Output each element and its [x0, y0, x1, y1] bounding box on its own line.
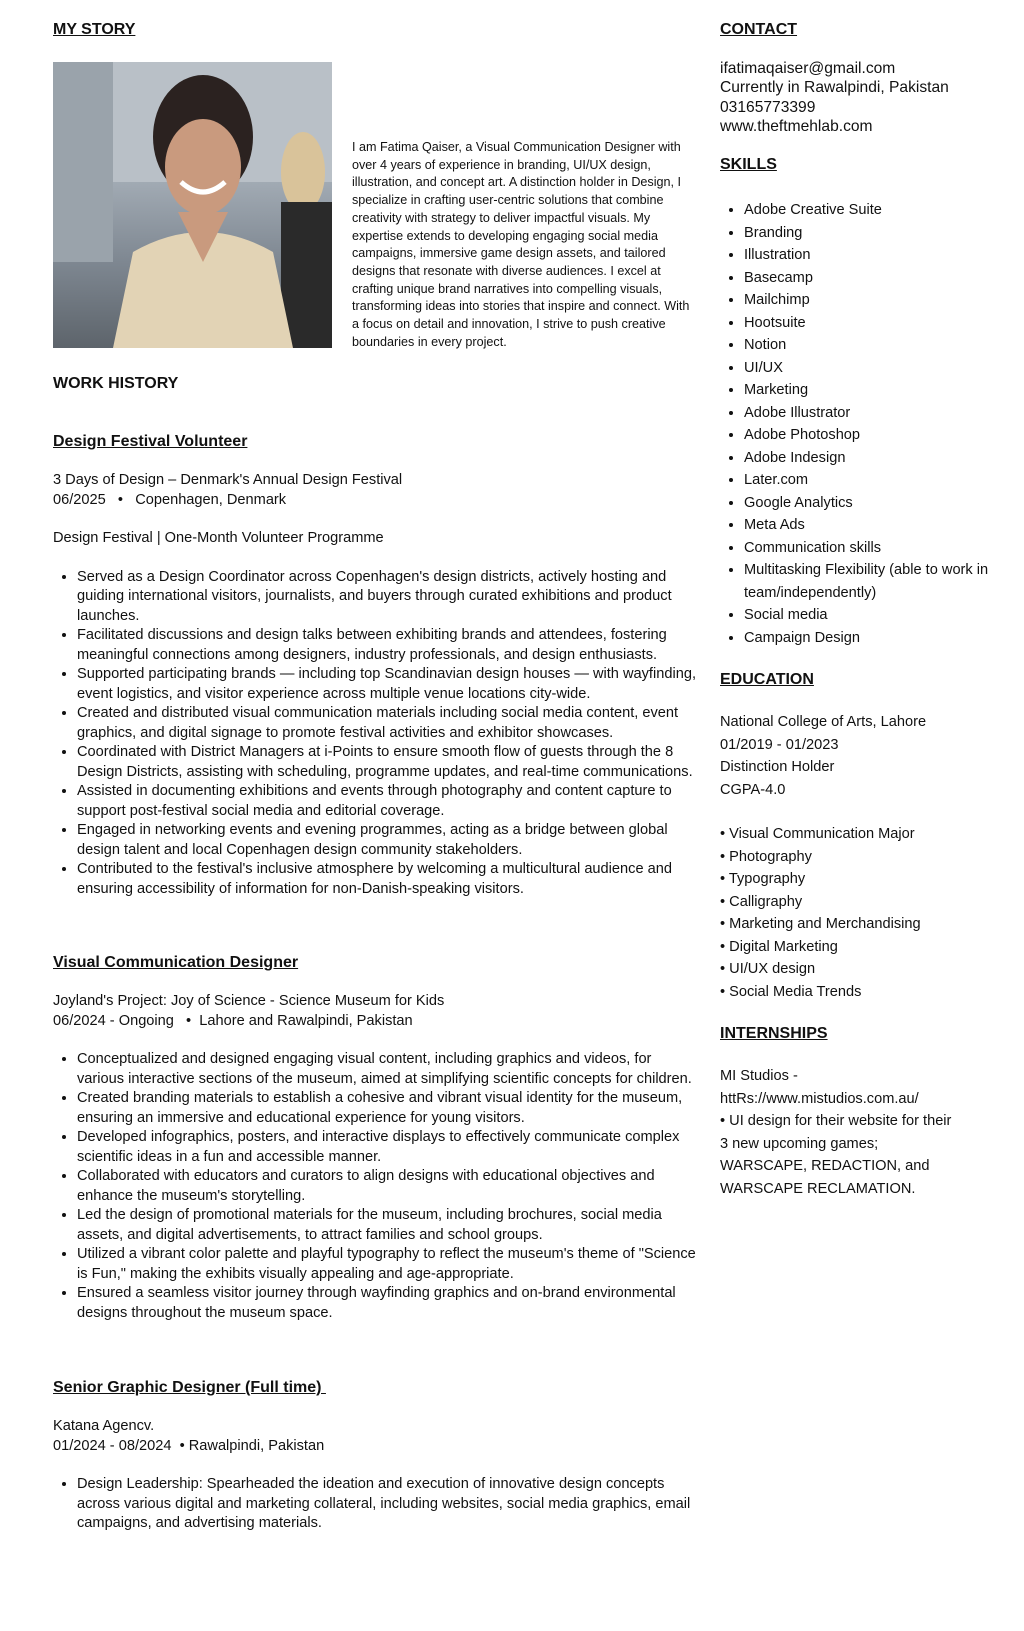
- skill-item: • Later.com: [744, 469, 989, 492]
- job-bullet: • Design Leadership: Spearheaded the ideation and execution of innovative design concepts across various digital and marketing collateral, including websites, social media graphics, email campaigns, and advertising materials.: [77, 1475, 698, 1534]
- job-bullet: • Ensured a seamless visitor journey through wayfinding graphics and on-brand environmental designs throughout the museum space.: [77, 1284, 698, 1323]
- job-title: Design Festival Volunteer: [53, 433, 248, 450]
- my-story-heading: MY STORY: [53, 21, 136, 38]
- job-date-location: 01/2024 - 08/2024 • Rawalpindi, Pakistan: [53, 1437, 325, 1454]
- job-bullet: • Contributed to the festival's inclusive atmosphere by welcoming a multicultural audience and ensuring accessibility of information for non-Danish-speaking visitors.: [77, 860, 698, 899]
- internship-url[interactable]: httRs://www.mistudios.com.au/: [720, 1090, 919, 1107]
- internship-description: • UI design for their website for their 3 new upcoming games; WARSCAPE, REDACTION, and WARSCAPE RECLAMATION.: [720, 1113, 952, 1197]
- education-course: • Digital Marketing: [720, 938, 838, 955]
- job-bullet: • Assisted in documenting exhibitions and events through photography and content capture to support post-festival social media and editorial coverage.: [77, 782, 698, 821]
- job-bullets: [53, 568, 698, 900]
- skill-item: • Illustration: [744, 244, 989, 267]
- job-entry: [53, 953, 698, 1323]
- skill-item: • Adobe Photoshop: [744, 424, 989, 447]
- job-company: Katana Agencv.: [53, 1418, 155, 1434]
- education-info: [720, 711, 1010, 1003]
- skill-item: • UI/UX: [744, 357, 989, 380]
- skill-item: • Multitasking Flexibility (able to work in team/independently): [744, 559, 989, 604]
- education-course: • Typography: [720, 871, 806, 887]
- education-course: • Photography: [720, 848, 812, 865]
- profile-photo: [53, 62, 332, 348]
- skill-item: • Adobe Creative Suite: [744, 199, 989, 222]
- skills-heading: SKILLS: [720, 156, 777, 173]
- education-course: • Marketing and Merchandising: [720, 916, 921, 932]
- contact-info: [720, 59, 1010, 137]
- job-bullet: • Supported participating brands — including top Scandinavian design houses — with wayfinding, event logistics, and visitor experience across multiple venue locations city-wide.: [77, 665, 698, 704]
- job-bullet: • Collaborated with educators and curators to align designs with educational objectives and enhance the museum's storytelling.: [77, 1167, 698, 1206]
- job-date-location: 06/2025 • Copenhagen, Denmark: [53, 491, 287, 508]
- job-bullets: [53, 1050, 698, 1323]
- job-bullet: • Facilitated discussions and design talks between exhibiting brands and attendees, fostering meaningful connections among designers, industry professionals, and design enthusiasts.: [77, 626, 698, 665]
- internship-company: MI Studios -: [720, 1068, 798, 1084]
- contact-location: Currently in Rawalpindi, Pakistan: [720, 79, 949, 97]
- skill-item: • Hootsuite: [744, 312, 989, 335]
- education-school: National College of Arts, Lahore: [720, 714, 927, 730]
- skill-item: • Basecamp: [744, 267, 989, 290]
- job-company: 3 Days of Design – Denmark's Annual Design Festival: [53, 472, 403, 488]
- internship-info: [720, 1065, 960, 1200]
- job-bullet: • Conceptualized and designed engaging visual content, including graphics and videos, for various interactive sections of the museum, aimed at simplifying scientific concepts for children.: [77, 1050, 698, 1089]
- skill-item: • Campaign Design: [744, 627, 989, 650]
- work-history-heading: WORK HISTORY: [53, 375, 179, 392]
- skill-item: • Adobe Illustrator: [744, 402, 989, 425]
- job-bullet: • Developed infographics, posters, and interactive displays to effectively communicate complex scientific ideas in a fun and accessible manner.: [77, 1128, 698, 1167]
- internships-heading: INTERNSHIPS: [720, 1025, 828, 1042]
- education-cgpa: CGPA-4.0: [720, 781, 786, 798]
- education-course: • Social Media Trends: [720, 983, 862, 1000]
- skill-item: • Mailchimp: [744, 289, 989, 312]
- job-entry: [53, 1378, 698, 1534]
- contact-heading: CONTACT: [720, 21, 798, 38]
- contact-email[interactable]: ifatimaqaiser@gmail.com: [720, 60, 896, 77]
- portrait-image: [53, 62, 332, 348]
- job-bullet: • Utilized a vibrant color palette and playful typography to reflect the museum's theme of "Science is Fun," making the exhibits visually appealing and age-appropriate.: [77, 1245, 698, 1284]
- job-bullet: • Led the design of promotional materials for the museum, including brochures, social media assets, and digital advertisements, to attract families and school groups.: [77, 1206, 698, 1245]
- contact-website[interactable]: www.theftmehlab.com: [720, 118, 873, 136]
- education-dates: 01/2019 - 01/2023: [720, 736, 839, 753]
- job-bullet: • Coordinated with District Managers at i-Points to ensure smooth flow of guests through the 8 Design Districts, assisting with scheduling, programme updates, and real-time communications.: [77, 743, 698, 782]
- job-title: Visual Communication Designer: [53, 954, 299, 971]
- job-entry: [53, 432, 698, 899]
- job-bullet: • Served as a Design Coordinator across Copenhagen's design districts, actively hosting and guiding international visitors, journalists, and buyers through curated exhibitions and product launches.: [77, 568, 698, 627]
- contact-phone[interactable]: 03165773399: [720, 98, 816, 116]
- job-bullet: • Created branding materials to establish a cohesive and vibrant visual identity for the museum, ensuring an immersive and educational experience for young visitors.: [77, 1089, 698, 1128]
- skill-item: • Meta Ads: [744, 514, 989, 537]
- skills-list: [720, 199, 989, 649]
- skill-item: • Marketing: [744, 379, 989, 402]
- job-subtitle: Design Festival | One-Month Volunteer Programme: [53, 530, 384, 546]
- job-bullet: • Engaged in networking events and evening programmes, acting as a bridge between global design talent and local Copenhagen design community stakeholders.: [77, 821, 698, 860]
- job-bullets: [53, 1475, 698, 1534]
- education-heading: EDUCATION: [720, 671, 814, 688]
- skill-item: • Google Analytics: [744, 492, 989, 515]
- intro-paragraph: I am Fatima Qaiser, a Visual Communication Designer with over 4 years of experience in branding, UI/UX design, illustration, and concept art. A distinction holder in Design, I specialize in crafting user-centric solutions that combine creativity with strategy to deliver impactful visuals. My expertise extends to developing engaging social media campaigns, immersive game design assets, and tailored designs that resonate with diverse audiences. I excel at crafting unique brand narratives into compelling visuals, transforming ideas into stories that inspire and connect. With a focus on detail and innovation, I strive to push creative boundaries in every project.: [352, 140, 690, 349]
- education-honor: Distinction Holder: [720, 759, 835, 775]
- skill-item: • Adobe Indesign: [744, 447, 989, 470]
- education-course: • UI/UX design: [720, 961, 816, 977]
- skill-item: • Branding: [744, 222, 989, 245]
- job-title: Senior Graphic Designer (Full time): [53, 1379, 326, 1396]
- skill-item: • Communication skills: [744, 537, 989, 560]
- job-bullet: • Created and distributed visual communication materials including social media content, event graphics, and digital signage to promote festival activities and exhibitor showcases.: [77, 704, 698, 743]
- job-date-location: 06/2024 - Ongoing • Lahore and Rawalpindi, Pakistan: [53, 1012, 413, 1029]
- education-course: • Calligraphy: [720, 893, 803, 910]
- job-company: Joyland's Project: Joy of Science - Science Museum for Kids: [53, 993, 445, 1009]
- skill-item: • Social media: [744, 604, 989, 627]
- skill-item: • Notion: [744, 334, 989, 357]
- education-course: • Visual Communication Major: [720, 826, 915, 842]
